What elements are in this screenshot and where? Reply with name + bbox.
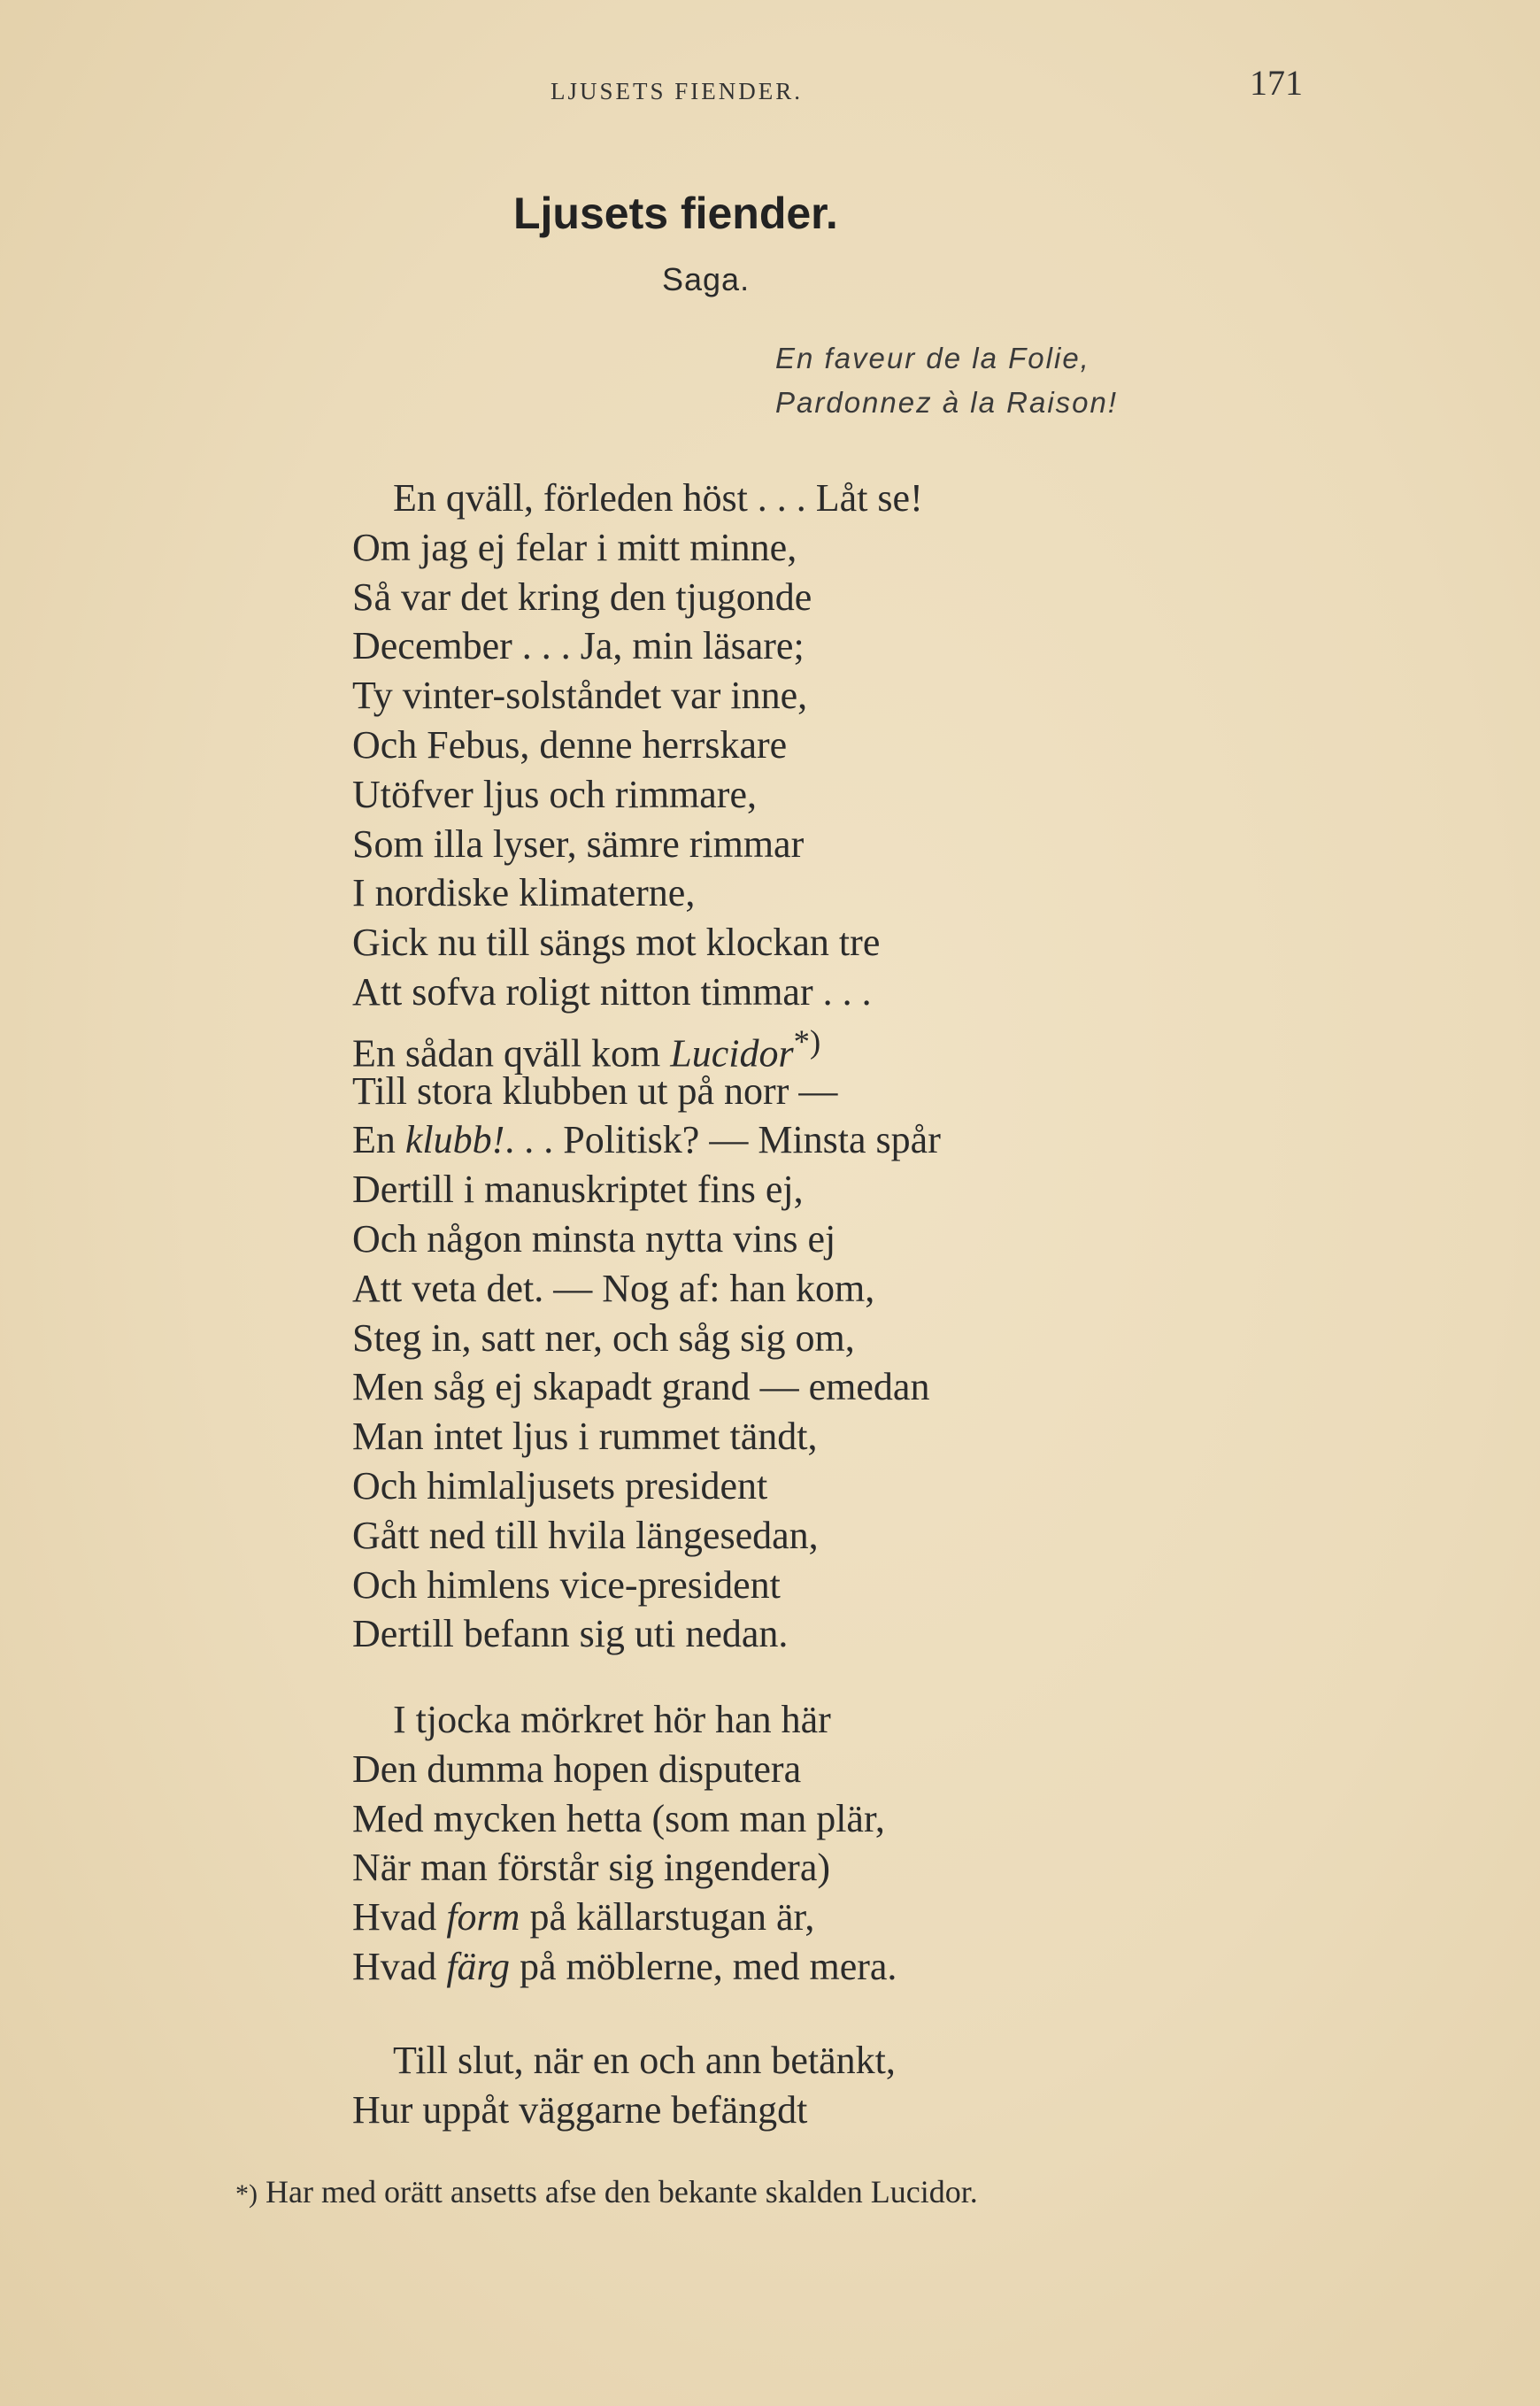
poem-text: Hvad — [352, 1895, 447, 1939]
poem-line: Gick nu till sängs mot klockan tre — [352, 921, 881, 965]
poem-line — [352, 1893, 897, 1942]
poem-line: Men såg ej skapadt grand — emedan — [352, 1365, 930, 1409]
poem-line: Och Febus, denne herrskare — [352, 722, 788, 767]
poem-line: Och himlens vice-president — [352, 1562, 781, 1607]
poem-line: Om jag ej felar i mitt minne, — [352, 525, 797, 569]
italic-word: klubb! — [404, 1118, 505, 1162]
poem-line: December . . . Ja, min läsare; — [352, 624, 805, 668]
poem-line: Med mycken hetta (som man plär, — [352, 1796, 885, 1840]
footnote-mark: *) — [235, 2179, 258, 2209]
page-number: 171 — [1250, 63, 1303, 103]
poem-line: Dertill i manuskriptet fins ej, — [352, 1168, 804, 1212]
epigraph-line: Pardonnez à la Raison! — [775, 386, 1119, 419]
running-header: LJUSETS FIENDER. — [551, 78, 804, 104]
poem-text: Hvad — [352, 1944, 447, 1988]
footnote — [235, 2173, 978, 2210]
poem-line: Att sofva roligt nitton timmar . . . — [352, 969, 872, 1014]
poem-line: Och himlaljusets president — [352, 1463, 768, 1508]
poem-line: Att veta det. — Nog af: han kom, — [352, 1266, 875, 1310]
footnote-reference: *) — [793, 1022, 821, 1060]
poem-text: på källarstugan är, — [520, 1895, 815, 1939]
epigraph — [775, 336, 1118, 425]
stanza-2 — [352, 1695, 897, 1992]
poem-line: Hur uppåt väggarne befängdt — [352, 2087, 808, 2132]
poem-line — [352, 1017, 941, 1076]
poem-text: En sådan qväll kom — [352, 1031, 671, 1076]
poem-line: I nordiske klimaterne, — [352, 871, 696, 915]
poem-line: Steg in, satt ner, och såg sig om, — [352, 1315, 855, 1360]
italic-word: form — [446, 1895, 520, 1939]
poem-text: En — [352, 1118, 405, 1162]
name-lucidor: Lucidor — [670, 1031, 794, 1076]
poem-line — [352, 1942, 897, 1992]
italic-word: färg — [446, 1944, 511, 1988]
poem-subtitle: Saga. — [662, 261, 751, 297]
poem-title: Ljusets fiender. — [513, 189, 838, 238]
poem-line: Till slut, när en och ann betänkt, — [393, 2039, 896, 2082]
poem-line: Ty vinter-solståndet var inne, — [352, 674, 808, 718]
poem-line: Gått ned till hvila längesedan, — [352, 1513, 819, 1557]
stanza-3 — [352, 2036, 896, 2135]
poem-line: I tjocka mörkret hör han här — [393, 1698, 831, 1741]
poem-line: Man intet ljus i rummet tändt, — [352, 1415, 818, 1459]
poem-line: När man förstår sig ingendera) — [352, 1846, 831, 1890]
poem-line: Utöfver ljus och rimmare, — [352, 772, 757, 816]
poem-text: . . . Politisk? — Minsta spår — [504, 1118, 941, 1162]
footnote-text: Har med orätt ansetts afse den bekante skalden Lucidor. — [266, 2174, 978, 2209]
poem-line: Och någon minsta nytta vins ej — [352, 1216, 836, 1261]
poem-text: på möblerne, med mera. — [510, 1944, 897, 1988]
stanza-1 — [352, 474, 941, 1659]
poem-line: Till stora klubben ut på norr — — [352, 1068, 838, 1113]
poem-line: Den dumma hopen disputera — [352, 1747, 802, 1791]
poem-line — [352, 1115, 941, 1165]
poem-line: Så var det kring den tjugonde — [352, 575, 812, 619]
poem-line: En qväll, förleden höst . . . Låt se! — [393, 476, 923, 520]
poem-line: Som illa lyser, sämre rimmar — [352, 821, 805, 866]
epigraph-line: En faveur de la Folie, — [775, 342, 1090, 374]
poem-line: Dertill befann sig uti nedan. — [352, 1612, 789, 1656]
